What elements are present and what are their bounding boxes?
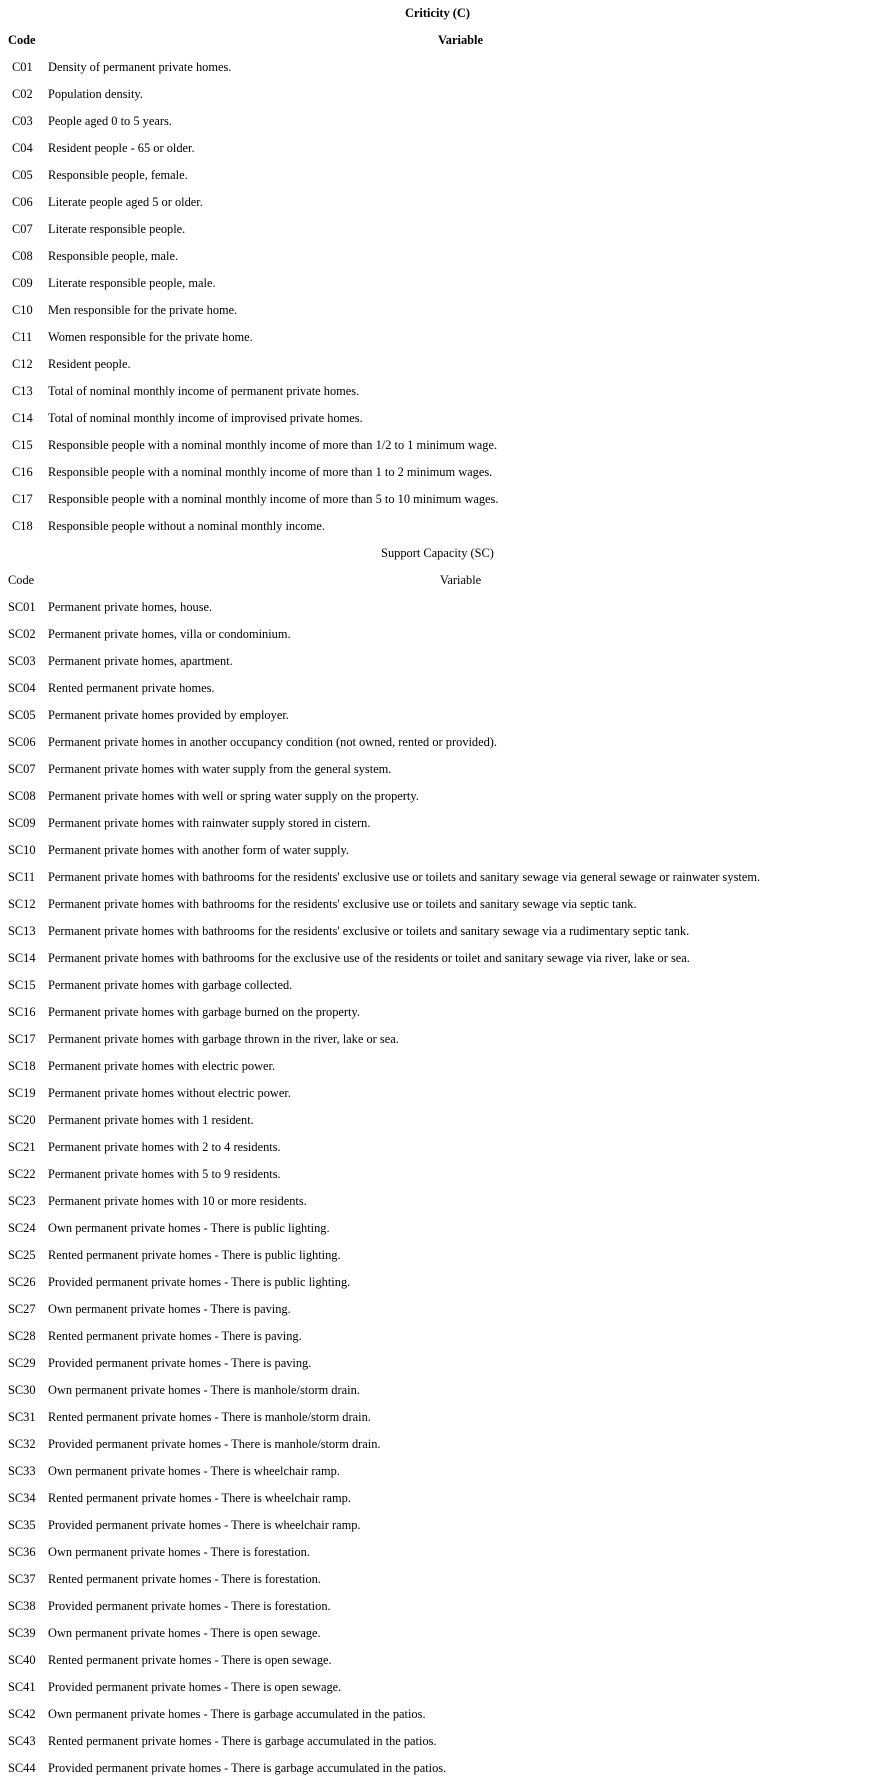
variable-code: SC07 [8, 762, 36, 776]
table-row [0, 243, 871, 270]
table-row [0, 1458, 871, 1485]
variable-code: SC05 [8, 708, 36, 722]
variable-description: Women responsible for the private home. [48, 330, 253, 344]
variable-code: C09 [12, 276, 33, 290]
variable-code: SC19 [8, 1086, 36, 1100]
variable-code: C18 [12, 519, 33, 533]
table-row [0, 1026, 871, 1053]
variable-code: C16 [12, 465, 33, 479]
variable-description: Provided permanent private homes - There is manhole/storm drain. [48, 1437, 381, 1451]
variable-description: Population density. [48, 87, 143, 101]
table-row [0, 783, 871, 810]
variable-code: SC44 [8, 1761, 36, 1775]
variable-description: Permanent private homes without electric power. [48, 1086, 291, 1100]
code-column-header: Code [8, 573, 35, 587]
section-title: Support Capacity (SC) [381, 546, 494, 560]
table-row [0, 1647, 871, 1674]
variable-description: Permanent private homes with 5 to 9 residents. [48, 1167, 281, 1181]
variable-column-header: Variable [438, 33, 483, 47]
code-column-header: Code [8, 33, 36, 47]
table-row [0, 891, 871, 918]
variable-code: SC36 [8, 1545, 36, 1559]
variable-description: Permanent private homes with garbage thrown in the river, lake or sea. [48, 1032, 399, 1046]
table-row [0, 864, 871, 891]
variable-code: SC22 [8, 1167, 36, 1181]
variable-code: SC29 [8, 1356, 36, 1370]
variable-description: Permanent private homes with bathrooms for the exclusive use of the residents or toilet and sanitary sewage via river, lake or sea. [48, 951, 690, 965]
table-row [0, 621, 871, 648]
variable-description: Provided permanent private homes - There is garbage accumulated in the patios. [48, 1761, 447, 1775]
variable-description: Rented permanent private homes - There is wheelchair ramp. [48, 1491, 351, 1505]
table-row [0, 486, 871, 513]
variable-description: Permanent private homes provided by employer. [48, 708, 289, 722]
variable-description: Resident people - 65 or older. [48, 141, 195, 155]
table-row [0, 1701, 871, 1728]
variable-description: Own permanent private homes - There is garbage accumulated in the patios. [48, 1707, 426, 1721]
table-row [0, 837, 871, 864]
table-row [0, 459, 871, 486]
variable-code: C04 [12, 141, 33, 155]
variable-description: Rented permanent private homes - There is paving. [48, 1329, 302, 1343]
variable-description: Rented permanent private homes - There is public lighting. [48, 1248, 341, 1262]
variable-description: Rented permanent private homes - There is forestation. [48, 1572, 321, 1586]
table-row [0, 945, 871, 972]
variable-description: Provided permanent private homes - There is paving. [48, 1356, 312, 1370]
variable-code: C01 [12, 60, 33, 74]
variable-code: C02 [12, 87, 33, 101]
variable-code: SC02 [8, 627, 36, 641]
variable-code: SC06 [8, 735, 36, 749]
variable-code: SC42 [8, 1707, 36, 1721]
table-row [0, 81, 871, 108]
variable-code: SC34 [8, 1491, 36, 1505]
table-row [0, 1674, 871, 1701]
table-row [0, 1242, 871, 1269]
table-row [0, 1485, 871, 1512]
variable-code: C06 [12, 195, 33, 209]
variable-code: C14 [12, 411, 33, 425]
variable-code: SC16 [8, 1005, 36, 1019]
table-row [0, 1512, 871, 1539]
variable-code: SC20 [8, 1113, 36, 1127]
variable-description: Rented permanent private homes - There is open sewage. [48, 1653, 332, 1667]
table-row [0, 972, 871, 999]
table-row [0, 1107, 871, 1134]
table-row [0, 918, 871, 945]
table-row [0, 162, 871, 189]
variable-code: C08 [12, 249, 33, 263]
table-row [0, 1053, 871, 1080]
table-row [0, 1296, 871, 1323]
table-row [0, 135, 871, 162]
variable-code: SC33 [8, 1464, 36, 1478]
variable-description: Own permanent private homes - There is wheelchair ramp. [48, 1464, 340, 1478]
section-title-row [0, 0, 871, 27]
variable-description: Permanent private homes with bathrooms for the residents' exclusive use or toilets and sanitary sewage via septic tank. [48, 897, 637, 911]
variable-code: SC40 [8, 1653, 36, 1667]
table-row [0, 189, 871, 216]
table-row [0, 405, 871, 432]
table-row [0, 810, 871, 837]
table-row [0, 1755, 871, 1782]
variable-description: Rented permanent private homes. [48, 681, 215, 695]
variable-description: Permanent private homes, apartment. [48, 654, 233, 668]
table-row [0, 702, 871, 729]
variable-description: Responsible people with a nominal monthly income of more than 1/2 to 1 minimum wage. [48, 438, 498, 452]
variable-description: Provided permanent private homes - There is wheelchair ramp. [48, 1518, 361, 1532]
variable-code: SC10 [8, 843, 36, 857]
variable-code: C15 [12, 438, 33, 452]
variable-description: Literate responsible people. [48, 222, 186, 236]
variable-description: Permanent private homes with bathrooms for the residents' exclusive or toilets and sanitary sewage via a rudimentary septic tank. [48, 924, 690, 938]
table-row [0, 1215, 871, 1242]
variable-code: SC09 [8, 816, 36, 830]
variable-description: Total of nominal monthly income of permanent private homes. [48, 384, 360, 398]
table-row [0, 270, 871, 297]
variable-description: Rented permanent private homes - There is manhole/storm drain. [48, 1410, 371, 1424]
table-row [0, 729, 871, 756]
column-header-row [0, 567, 871, 594]
variable-description: Permanent private homes with water supply from the general system. [48, 762, 392, 776]
table-row [0, 999, 871, 1026]
table-row [0, 1728, 871, 1755]
table-row [0, 513, 871, 540]
variable-code: SC17 [8, 1032, 36, 1046]
variable-description: Permanent private homes with 2 to 4 residents. [48, 1140, 281, 1154]
variable-description: Permanent private homes with 10 or more residents. [48, 1194, 307, 1208]
column-header-row [0, 27, 871, 54]
table-row [0, 1134, 871, 1161]
variable-code: SC04 [8, 681, 36, 695]
variable-description: Permanent private homes with 1 resident. [48, 1113, 254, 1127]
table-row [0, 1566, 871, 1593]
variable-code: SC28 [8, 1329, 36, 1343]
table-row [0, 594, 871, 621]
variable-code: C17 [12, 492, 33, 506]
variable-code: C13 [12, 384, 33, 398]
variable-description: Own permanent private homes - There is paving. [48, 1302, 291, 1316]
variable-code: SC03 [8, 654, 36, 668]
variable-description: Permanent private homes in another occupancy condition (not owned, rented or provided). [48, 735, 498, 749]
table-row [0, 1080, 871, 1107]
table-row [0, 216, 871, 243]
section-title-row [0, 540, 871, 567]
variable-code: SC32 [8, 1437, 36, 1451]
table-row [0, 1431, 871, 1458]
variable-description: Responsible people without a nominal monthly income. [48, 519, 326, 533]
variable-description: Permanent private homes with garbage collected. [48, 978, 293, 992]
variable-code: SC26 [8, 1275, 36, 1289]
variable-description: Literate responsible people, male. [48, 276, 216, 290]
table-row [0, 1404, 871, 1431]
table-row [0, 1269, 871, 1296]
variable-code: SC18 [8, 1059, 36, 1073]
variable-description: Men responsible for the private home. [48, 303, 238, 317]
variable-description: Provided permanent private homes - There is public lighting. [48, 1275, 351, 1289]
table-row [0, 648, 871, 675]
variable-description: Density of permanent private homes. [48, 60, 232, 74]
variable-description: Permanent private homes with well or spring water supply on the property. [48, 789, 419, 803]
variable-description: Permanent private homes with rainwater supply stored in cistern. [48, 816, 371, 830]
variable-description: Responsible people with a nominal monthly income of more than 1 to 2 minimum wages. [48, 465, 493, 479]
variable-code: SC14 [8, 951, 36, 965]
variable-code: SC30 [8, 1383, 36, 1397]
variable-description: Own permanent private homes - There is forestation. [48, 1545, 310, 1559]
variable-code: C05 [12, 168, 33, 182]
variable-code: SC08 [8, 789, 36, 803]
variable-code: SC25 [8, 1248, 36, 1262]
variable-code: SC41 [8, 1680, 36, 1694]
variable-code: C10 [12, 303, 33, 317]
section-title: Criticity (C) [404, 6, 471, 20]
table-row [0, 1350, 871, 1377]
table-row [0, 54, 871, 81]
variable-code: SC15 [8, 978, 36, 992]
variable-column-header: Variable [439, 573, 482, 587]
variable-description: Provided permanent private homes - There is open sewage. [48, 1680, 342, 1694]
variable-description: People aged 0 to 5 years. [48, 114, 172, 128]
table-row [0, 1620, 871, 1647]
table-row [0, 1188, 871, 1215]
table-row [0, 1593, 871, 1620]
variable-code: SC43 [8, 1734, 36, 1748]
table-row [0, 1539, 871, 1566]
table-row [0, 432, 871, 459]
variable-description: Permanent private homes with electric power. [48, 1059, 276, 1073]
variable-code: SC12 [8, 897, 36, 911]
table-row [0, 297, 871, 324]
variable-code: SC24 [8, 1221, 36, 1235]
variable-description: Responsible people with a nominal monthly income of more than 5 to 10 minimum wages. [48, 492, 499, 506]
variable-description: Permanent private homes, house. [48, 600, 213, 614]
variable-description: Literate people aged 5 or older. [48, 195, 203, 209]
variable-code: SC11 [8, 870, 36, 884]
variable-code: SC37 [8, 1572, 36, 1586]
variable-code: SC27 [8, 1302, 36, 1316]
variable-code: SC39 [8, 1626, 36, 1640]
variable-description: Resident people. [48, 357, 131, 371]
variable-code: C11 [12, 330, 33, 344]
table-row [0, 675, 871, 702]
variable-code: SC35 [8, 1518, 36, 1532]
variable-description: Rented permanent private homes - There is garbage accumulated in the patios. [48, 1734, 437, 1748]
variable-code: C12 [12, 357, 33, 371]
table-row [0, 1161, 871, 1188]
variable-code: SC31 [8, 1410, 36, 1424]
variable-code: SC01 [8, 600, 36, 614]
table-row [0, 351, 871, 378]
variable-description: Permanent private homes with bathrooms for the residents' exclusive use or toilets and sanitary sewage via general sewage or rainwater system. [48, 870, 761, 884]
table-row [0, 1323, 871, 1350]
variable-description: Own permanent private homes - There is manhole/storm drain. [48, 1383, 360, 1397]
table-row [0, 324, 871, 351]
variable-description: Own permanent private homes - There is public lighting. [48, 1221, 330, 1235]
table-row [0, 756, 871, 783]
variable-description: Permanent private homes with garbage burned on the property. [48, 1005, 360, 1019]
variable-code: SC21 [8, 1140, 36, 1154]
table-row [0, 1377, 871, 1404]
variable-code: SC13 [8, 924, 36, 938]
variable-code: C07 [12, 222, 33, 236]
table-row [0, 108, 871, 135]
variable-description: Total of nominal monthly income of improvised private homes. [48, 411, 363, 425]
variable-description: Responsible people, female. [48, 168, 188, 182]
variable-description: Own permanent private homes - There is open sewage. [48, 1626, 321, 1640]
variable-description: Responsible people, male. [48, 249, 179, 263]
table-row [0, 378, 871, 405]
variable-description: Permanent private homes with another form of water supply. [48, 843, 349, 857]
variable-code: SC23 [8, 1194, 36, 1208]
variable-description: Provided permanent private homes - There is forestation. [48, 1599, 331, 1613]
variable-description: Permanent private homes, villa or condominium. [48, 627, 291, 641]
variable-code: C03 [12, 114, 33, 128]
variable-code: SC38 [8, 1599, 36, 1613]
